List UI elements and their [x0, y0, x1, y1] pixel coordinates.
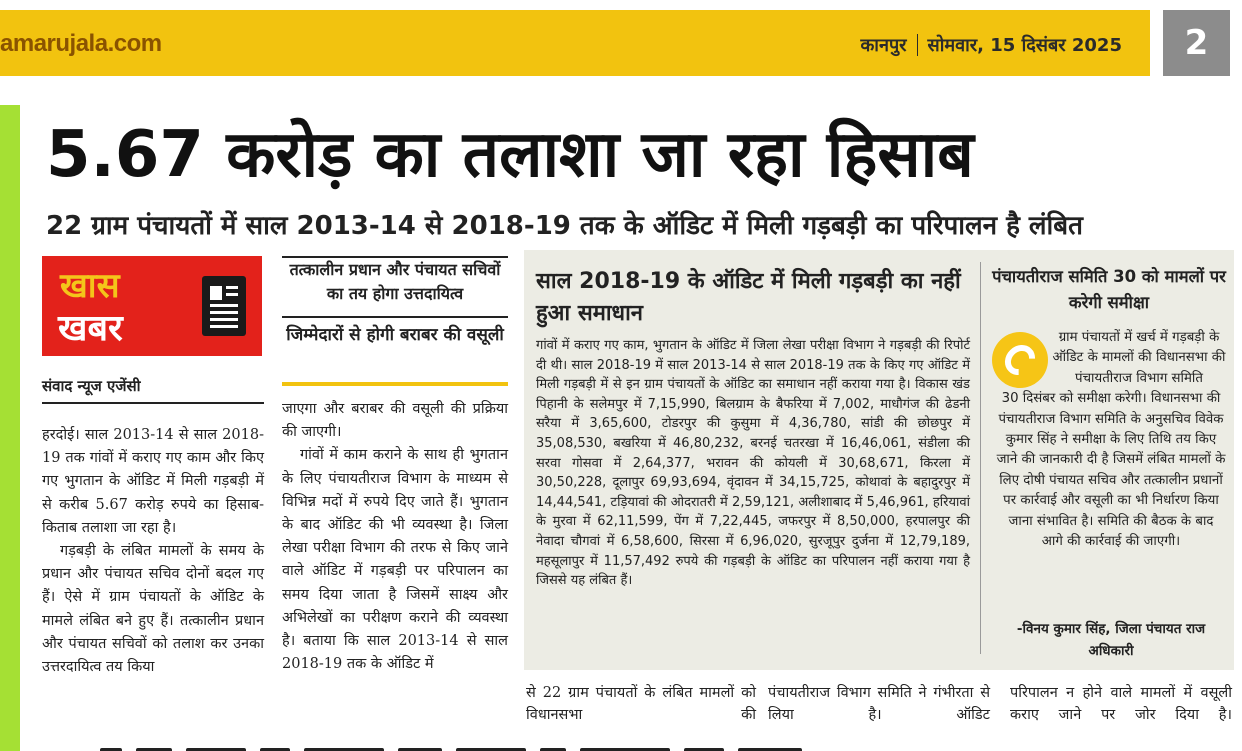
masthead-info	[860, 33, 1122, 57]
article-column-1	[42, 424, 264, 679]
sidebar-text: 30 दिसंबर को समीक्षा करेगी। विधानसभा की पंचायतीराज विभाग समिति के अनुसचिव विवेक कुमार सिंह ने समीक्षा के लिए तिथि तय किए जाने की जानकारी दी है जिसमें लंबित मामलों के लिए दोषी पंचायत सचिव और तत्कालीन प्रधानों पर कार्रवाई और वसूली का भी निर्धारण किया जाना संभावित है। समिति की बैठक के बाद आगे की कार्रवाई की जाएगी।	[996, 391, 1226, 550]
masthead-separator	[917, 34, 918, 56]
article-column-2	[282, 398, 508, 676]
continuation-column-4: पंचायतीराज विभाग समिति ने गंभीरता से लिया है। ऑडिट	[768, 685, 990, 723]
sidebar-lead: ग्राम पंचायतों में खर्च में गड़बड़ी के ऑडिट के मामलों की विधानसभा की पंचायतीराज विभाग समिति	[1052, 330, 1226, 386]
factbox-divider	[980, 262, 981, 654]
byline-rule	[42, 402, 264, 404]
article-paragraph: जाएगा और बराबर की वसूली की प्रक्रिया की जाएगी।	[282, 401, 508, 441]
issue-date: सोमवार, 15 दिसंबर 2025	[927, 35, 1122, 56]
badge-line-2: खबर	[58, 308, 123, 349]
column-2-heading: तत्कालीन प्रधान और पंचायत सचिवों का तय होगा उत्तदायित्व	[289, 260, 501, 303]
headline: 5.67 करोड़ का तलाशा जा रहा हिसाब	[46, 118, 974, 192]
sidebar-signature: -विनय कुमार सिंह, जिला पंचायत राज अधिकारी	[1016, 621, 1206, 659]
byline-agency: संवाद न्यूज एजेंसी	[42, 377, 141, 395]
city-label: कानपुर	[860, 35, 907, 56]
article-paragraph: हरदोई। साल 2013-14 से साल 2018-19 तक गांवों में कराए गए काम और किए गए भुगतान के ऑडिट में मिली गड़बड़ी में से करीब 5.67 करोड़ रुपये का हिसाब-किताब तलाशा जा रहा है।	[42, 427, 264, 536]
article-paragraph: गांवों में काम कराने के साथ ही भुगतान के लिए पंचायतीराज विभाग के माध्यम से विभिन्न मदों में रुपये दिए जाते हैं। भुगतान के बाद ऑडिट की भी व्यवस्था है। जिला लेखा परीक्षा विभाग की तरफ से किए जाने वाले ऑडिट में गड़बड़ी पर परिपालन का समय दिया जाता है जिसमें साक्ष्य और अभिलेखों का परीक्षण कराने की व्यवस्था है। बताया कि साल 2013-14 से साल 2018-19 तक के ऑडिट में	[282, 447, 508, 673]
next-headline-cropped	[100, 742, 840, 751]
continuation-column-3: से 22 ग्राम पंचायतों के लंबित मामलों को विधानसभा की	[526, 685, 756, 723]
khas-khabar-badge	[42, 256, 262, 356]
column-2-rule	[282, 316, 508, 318]
factbox-body: गांवों में कराए गए काम, भुगतान के ऑडिट में जिला लेखा परीक्षा विभाग ने गड़बड़ी की रिपोर्ट दी थी। साल 2018-19 में साल 2013-14 से साल 2018-19 तक के किए गए ऑडिट में मिली गड़बड़ी में से इन ग्राम पंचायतों के ऑडिट का समाधान नहीं कराया गया है। विकास खंड पिहानी के सलेमपुर में 7,15,990, बिलग्राम के बैफरिया में 7,002, माधौगंज की ढेडनी सरैया में 3,65,600, टोडरपुर की कुसुमा में 4,36,780, सांडी की छोछपुर में 35,08,530, बखरिया में 46,80,232, बरनई चतरखा में 16,46,061, संडीला की सरवा गोसवा में 2,64,377, भरावन की कोयली में 30,68,671, किरला में 30,50,228, दूलापुर 69,93,694, वृंदावन में 34,15,725, कोथावां के बहादुरपुर में 14,44,541, टड़ियावां की ओदरातरी में 2,59,121, अलीशाबाद में 5,46,961, हरियावां के मुरवा में 62,11,599, पेंग में 7,22,445, जफरपुर में 8,50,000, हरपालपुर की नेवादा चौगवां में 6,58,600, सिरसा में 6,96,020, सुरजूपुर दुर्जना में 12,79,189, महसूलापुर में 11,57,492 रुपये की गड़बड़ी के ऑडिट का परिपालन नहीं कराया गया है जिससे यह लंबित हैं।	[536, 338, 970, 589]
publication-logo[interactable]: amarujala.com	[0, 30, 162, 57]
article-paragraph: गड़बड़ी के लंबित मामलों के समय के प्रधान और पंचायत सचिव दोनों बदल गए हैं। ऐसे में ग्राम पंचायतों के ऑडिट के मामले लंबित बने हुए हैं। तत्कालीन प्रधान और पंचायत सचिवों को तलाश कर उनका उत्तरदायित्व तय किया	[42, 543, 264, 676]
subheadline: 22 ग्राम पंचायतों में साल 2013-14 से 2018-19 तक के ऑडिट में मिली गड़बड़ी का परिपालन है लंबित	[46, 211, 1083, 241]
section-accent-bar	[0, 105, 20, 751]
newspaper-icon	[202, 276, 246, 336]
column-2-accent-rule	[282, 382, 508, 386]
continuation-column-5: परिपालन न होने वाले मामलों में वसूली कराए जाने पर जोर दिया है।	[1010, 685, 1232, 723]
sidebar-body	[996, 328, 1226, 552]
column-2-subheading: जिम्मेदारों से होगी बराबर की वसूली	[286, 325, 504, 345]
sidebar-heading: पंचायतीराज समिति 30 को मामलों पर करेगी समीक्षा	[992, 267, 1226, 312]
badge-line-1: खास	[60, 266, 120, 306]
page-number: 2	[1163, 10, 1230, 76]
factbox-heading: साल 2018-19 के ऑडिट में मिली गड़बड़ी का नहीं हुआ समाधान	[536, 269, 961, 326]
